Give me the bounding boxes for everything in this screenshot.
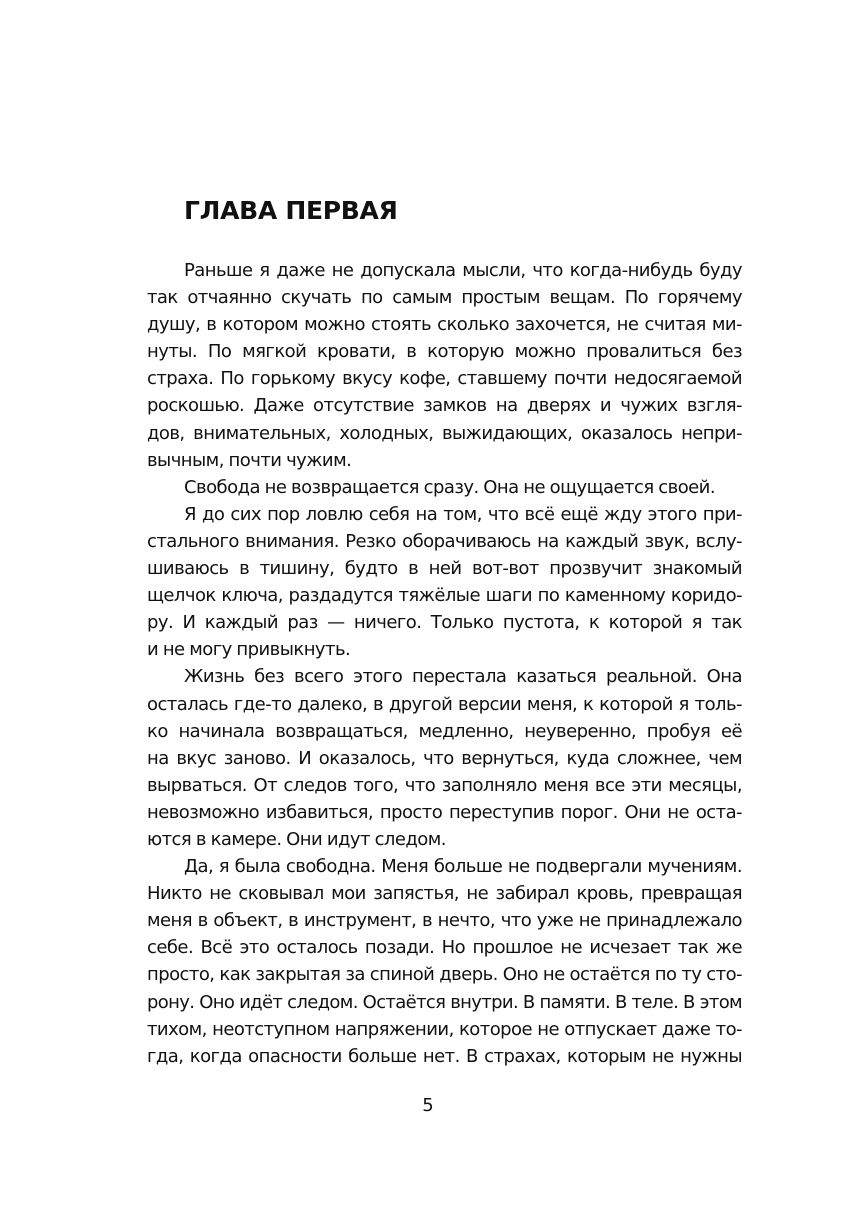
text-line: Жизнь без всего этого перестала казаться реальной. Она [184,666,742,688]
text-line: Свобода не возвращается сразу. Она не ощущается своей. [184,476,716,498]
text-line: осталась где-то далеко, в другой версии меня, к которой я толь- [147,693,742,715]
text-line: шиваюсь в тишину, будто в ней вот-вот прозвучит знакомый [147,558,742,580]
text-line: щелчок ключа, раздадутся тяжёлые шаги по каменному коридо- [147,585,742,607]
page-number: 5 [422,1095,434,1116]
text-line: Никто не сковывал мои запястья, не забирал кровь, превращая [147,883,742,905]
text-line: меня в объект, в инструмент, в нечто, что уже не принадлежало [147,910,742,932]
text-line: роскошью. Даже отсутствие замков на дверях и чужих взгля- [147,395,742,417]
text-line: так отчаянно скучать по самым простым вещам. По горячему [147,287,742,309]
text-line: вырваться. От следов того, что заполняло меня все эти месяцы, [147,774,742,796]
text-line: душу, в котором можно стоять сколько захочется, не считая ми- [147,314,742,336]
text-line: и не могу привыкнуть. [147,639,351,661]
text-line: ются в камере. Они идут следом. [147,828,446,850]
text-line: Я до сих пор ловлю себя на том, что всё ещё жду этого при- [184,503,742,525]
text-line: нуты. По мягкой кровати, в которую можно провалиться без [147,341,742,363]
text-line: ко начинала возвращаться, медленно, неуверенно, пробуя её [147,720,742,742]
text-line: невозможно избавиться, просто переступив порог. Они не оста- [147,801,742,823]
text-line: дов, внимательных, холодных, выжидающих, оказалось непри- [147,422,742,444]
text-line: рону. Оно идёт следом. Остаётся внутри. В памяти. В теле. В этом [147,991,742,1013]
text-line: гда, когда опасности больше нет. В страхах, которым не нужны [147,1045,742,1067]
text-line: Раньше я даже не допускала мысли, что когда-нибудь буду [184,260,742,281]
text-line: ру. И каждый раз — ничего. Только пустота, к которой я так [147,612,742,634]
body-text [147,257,742,1070]
text-line: на вкус заново. И оказалось, что вернуться, куда сложнее, чем [147,747,742,769]
text-line: просто, как закрытая за спиной дверь. Оно не остаётся по ту сто- [147,964,742,986]
text-line: тихом, неотступном напряжении, которое не отпускает даже то- [147,1018,742,1040]
text-line: себе. Всё это осталось позади. Но прошлое не исчезает так же [147,937,742,959]
text-line: Да, я была свободна. Меня больше не подвергали мучениям. [184,856,742,878]
text-line: стального внимания. Резко оборачиваюсь на каждый звук, вслу- [147,530,742,552]
chapter-title: ГЛАВА ПЕРВАЯ [184,196,398,225]
text-line: страха. По горькому вкусу кофе, ставшему почти недосягаемой [147,368,742,390]
text-line: вычным, почти чужим. [147,449,352,471]
